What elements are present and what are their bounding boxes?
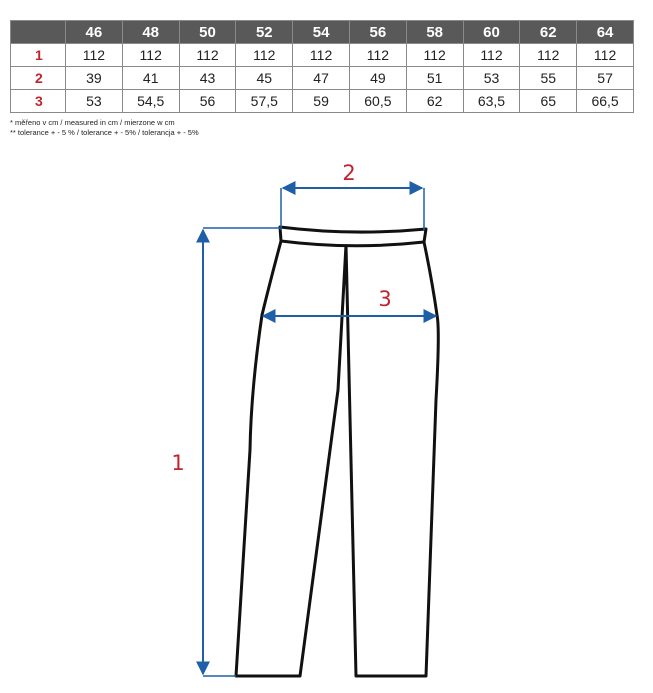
table-cell: 56 bbox=[179, 90, 236, 113]
table-cell: 57 bbox=[577, 67, 634, 90]
table-cell: 55 bbox=[520, 67, 577, 90]
size-header-cell: 46 bbox=[66, 21, 123, 44]
table-cell: 112 bbox=[122, 44, 179, 67]
table-cell: 53 bbox=[66, 90, 123, 113]
size-header-cell: 52 bbox=[236, 21, 293, 44]
table-cell: 66,5 bbox=[577, 90, 634, 113]
table-cell: 62 bbox=[406, 90, 463, 113]
table-cell: 65 bbox=[520, 90, 577, 113]
size-header-cell: 50 bbox=[179, 21, 236, 44]
table-cell: 112 bbox=[293, 44, 350, 67]
table-cell: 59 bbox=[293, 90, 350, 113]
hip-label: 3 bbox=[378, 287, 392, 311]
table-cell: 49 bbox=[349, 67, 406, 90]
waist-label: 2 bbox=[342, 161, 356, 185]
table-cell: 39 bbox=[66, 67, 123, 90]
table-cell: 63,5 bbox=[463, 90, 520, 113]
size-header-cell: 64 bbox=[577, 21, 634, 44]
table-cell: 112 bbox=[349, 44, 406, 67]
table-cell: 51 bbox=[406, 67, 463, 90]
length-label: 1 bbox=[171, 451, 185, 475]
table-cell: 60,5 bbox=[349, 90, 406, 113]
trousers-outline bbox=[236, 227, 438, 676]
table-cell: 45 bbox=[236, 67, 293, 90]
note-tolerance: ** tolerance + - 5 % / tolerance + - 5% / tolerancja + - 5% bbox=[10, 128, 199, 137]
size-header-cell: 58 bbox=[406, 21, 463, 44]
note-measured: * měřeno v cm / measured in cm / mierzone w cm bbox=[10, 118, 175, 127]
table-cell: 53 bbox=[463, 67, 520, 90]
table-cell: 47 bbox=[293, 67, 350, 90]
table-cell: 112 bbox=[463, 44, 520, 67]
table-cell: 112 bbox=[236, 44, 293, 67]
row-label: 3 bbox=[11, 90, 66, 113]
table-cell: 112 bbox=[406, 44, 463, 67]
size-header-cell: 62 bbox=[520, 21, 577, 44]
size-header-cell: 60 bbox=[463, 21, 520, 44]
trousers-waistband bbox=[280, 227, 426, 246]
size-header-cell: 56 bbox=[349, 21, 406, 44]
table-cell: 112 bbox=[179, 44, 236, 67]
table-cell: 54,5 bbox=[122, 90, 179, 113]
table-cell: 112 bbox=[66, 44, 123, 67]
size-header-cell: 54 bbox=[293, 21, 350, 44]
waist-measure-arrow bbox=[281, 188, 424, 230]
row-label: 2 bbox=[11, 67, 66, 90]
table-cell: 41 bbox=[122, 67, 179, 90]
size-header-cell: 48 bbox=[122, 21, 179, 44]
table-cell: 112 bbox=[577, 44, 634, 67]
row-label: 1 bbox=[11, 44, 66, 67]
table-cell: 57,5 bbox=[236, 90, 293, 113]
table-cell: 112 bbox=[520, 44, 577, 67]
trousers-body bbox=[236, 241, 438, 676]
table-cell: 43 bbox=[179, 67, 236, 90]
